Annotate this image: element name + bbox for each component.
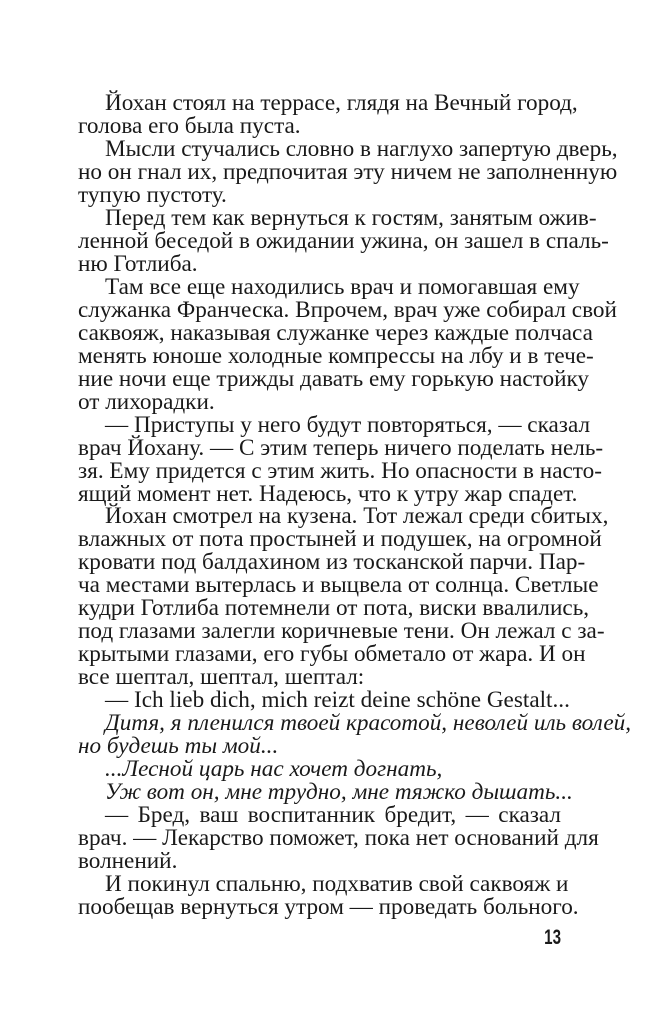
text-line-20: влажных от пота простыней и подушек, на огромной: [78, 526, 602, 553]
text-line-24: под глазами залегли коричневые тени. Он лежал с за-: [78, 618, 605, 645]
poem-line-3: ...Лесной царь нас хочет догнать,: [105, 756, 443, 783]
text-line-34: волнений.: [78, 848, 178, 875]
poem-line-1: Дитя, я пленился твоей красотой, неволей иль волей,: [105, 710, 632, 737]
text-line-23: кудри Готлиба потемнели от пота, виски ввалились,: [78, 595, 590, 622]
text-line-1: Йохан стоял на террасе, глядя на Вечный город,: [105, 90, 578, 116]
text-line-22: ча местами вытерлась и выцвела от солнца. Светлые: [78, 572, 599, 599]
text-line-11: саквояж, наказывая служанке через каждые полчаса: [78, 319, 593, 346]
text-line-25: крытыми глазами, его губы обметало от жара. И он: [78, 641, 586, 668]
text-line-9: Там все еще находились врач и помогавшая ему: [105, 273, 580, 300]
text-line-10: служанка Франческа. Впрочем, врач уже собирал свой: [78, 296, 617, 323]
text-line-6: Перед тем как вернуться к гостям, занятым ожив-: [105, 204, 597, 231]
text-line-33: врач. — Лекарство поможет, пока нет оснований для: [78, 825, 599, 852]
text-line-18: ящий момент нет. Надеюсь, что к утру жар спадет.: [78, 480, 578, 507]
text-line-3: Мысли стучались словно в наглухо запертую дверь,: [105, 135, 618, 162]
text-line-7: ленной беседой в ожидании ужина, он зашел в спаль-: [78, 227, 609, 254]
text-line-8: ню Готлиба.: [78, 250, 198, 277]
text-line-4: но он гнал их, предпочитая эту ничем не заполненную: [78, 158, 618, 185]
text-line-12: менять юноше холодные компрессы на лбу и в тече-: [78, 342, 594, 369]
text-line-36: пообещав вернуться утром — проведать больного.: [78, 894, 579, 920]
text-line-21: кровати под балдахином из тосканской парчи. Пар-: [78, 549, 586, 576]
page-number: 13: [544, 925, 561, 949]
text-line-5: тупую пустоту.: [78, 181, 227, 208]
text-line-14: от лихорадки.: [78, 388, 215, 415]
text-line-16: врач Йохану. — С этим теперь ничего поделать нель-: [78, 434, 604, 461]
text-line-17: зя. Ему придется с этим жить. Но опасности в насто-: [78, 457, 602, 484]
poem-line-4: Уж вот он, мне трудно, мне тяжко дышать...: [105, 779, 573, 806]
text-line-32: — Бред, ваш воспитанник бредит, — сказал: [105, 802, 561, 829]
text-line-27: — Ich lieb dich, mich reizt deine schöne Gestalt...: [105, 687, 570, 714]
text-line-35: И покинул спальню, подхватив свой саквояж и: [105, 871, 569, 898]
poem-line-2: но будешь ты мой...: [78, 733, 279, 760]
text-line-19: Йохан смотрел на кузена. Тот лежал среди сбитых,: [105, 503, 609, 530]
text-line-13: ние ночи еще трижды давать ему горькую настойку: [78, 365, 590, 392]
text-line-2: голова его была пуста.: [78, 112, 301, 139]
text-line-15: — Приступы у него будут повторяться, — сказал: [105, 411, 591, 438]
text-line-26: все шептал, шептал, шептал:: [78, 664, 365, 691]
